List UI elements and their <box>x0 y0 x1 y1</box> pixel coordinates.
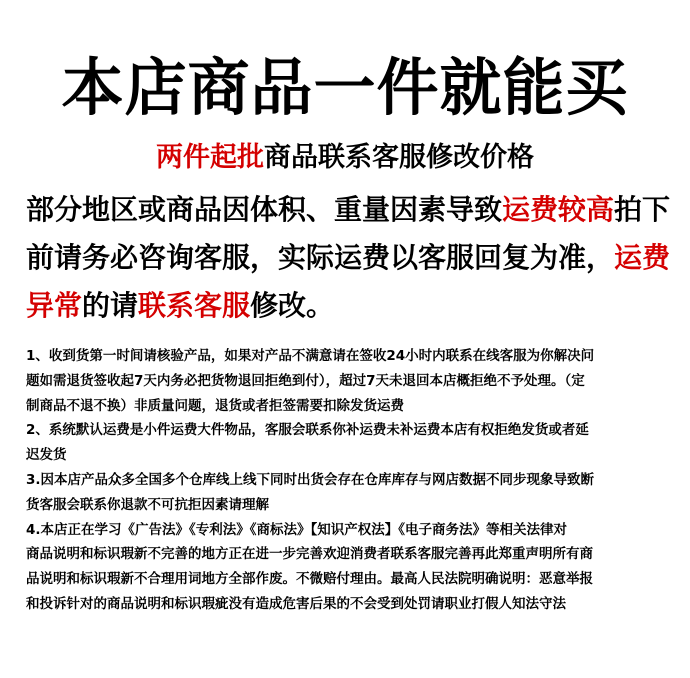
rule-line: 题如需退货签收起7天内务必把货物退回拒绝到付），超过7天未退回本店概拒绝不予处理。（定 <box>26 372 585 389</box>
rule-line: 品说明和标识瑕新不合理用词地方全部作废。不微赔付理由。最高人民法院明确说明：恶意举报 <box>26 571 593 588</box>
subtitle <box>0 138 690 178</box>
notice-text: 的请 <box>82 289 139 322</box>
notice-highlight: 运费较高 <box>502 193 615 226</box>
notice-line-3 <box>26 282 672 330</box>
subtitle-highlight: 两件起批 <box>156 142 264 173</box>
notice-text: 前请务必咨询客服，实际运费以客服回复为准， <box>26 241 615 274</box>
notice-text: 部分地区或商品因体积、重量因素导致 <box>26 193 503 226</box>
rule-line: 迟发货 <box>26 447 67 464</box>
subtitle-text: 商品联系客服修改价格 <box>264 142 534 173</box>
rule-line: 3.因本店产品众多全国多个仓库线上线下同时出货会存在仓库库存与网店数据不同步现象导致断 <box>26 471 595 488</box>
rule-line: 1、收到货第一时间请核验产品，如果对产品不满意请在签收24小时内联系在线客服为你解决问 <box>26 348 595 364</box>
rule-line: 货客服会联系你退款不可抗拒因素请理解 <box>26 496 269 513</box>
rule-line: 和投诉针对的商品说明和标识瑕疵没有造成危害后果的不会受到处罚请职业打假人知法守法 <box>26 595 566 612</box>
notice-highlight: 运费 <box>614 241 671 274</box>
page-title: 本店商品一件就能买 <box>61 51 629 124</box>
notice-line-2 <box>26 234 672 282</box>
rule-line: 4.本店正在学习《广告法》《专利法》《商标法》【知识产权法】《电子商务法》等相关法律对 <box>26 521 568 538</box>
rule-line: 2、系统默认运费是小件运费大件物品，客服会联系你补运费未补运费本店有权拒绝发货或者延 <box>26 422 589 439</box>
store-rules <box>26 344 674 617</box>
notice-line-1 <box>26 186 672 234</box>
notice-highlight: 联系客服 <box>138 289 251 322</box>
rule-line: 商品说明和标识瑕新不完善的地方正在进一步完善欢迎消费者联系客服完善再此郑重声明所有商 <box>26 546 593 563</box>
rule-line: 制商品不退不换）非质量问题，退货或者拒签需要扣除发货运费 <box>26 397 404 414</box>
notice-text: 拍下 <box>614 193 671 226</box>
shipping-notice <box>26 186 672 330</box>
notice-highlight: 异常 <box>26 289 83 322</box>
notice-text: 修改。 <box>250 289 335 322</box>
